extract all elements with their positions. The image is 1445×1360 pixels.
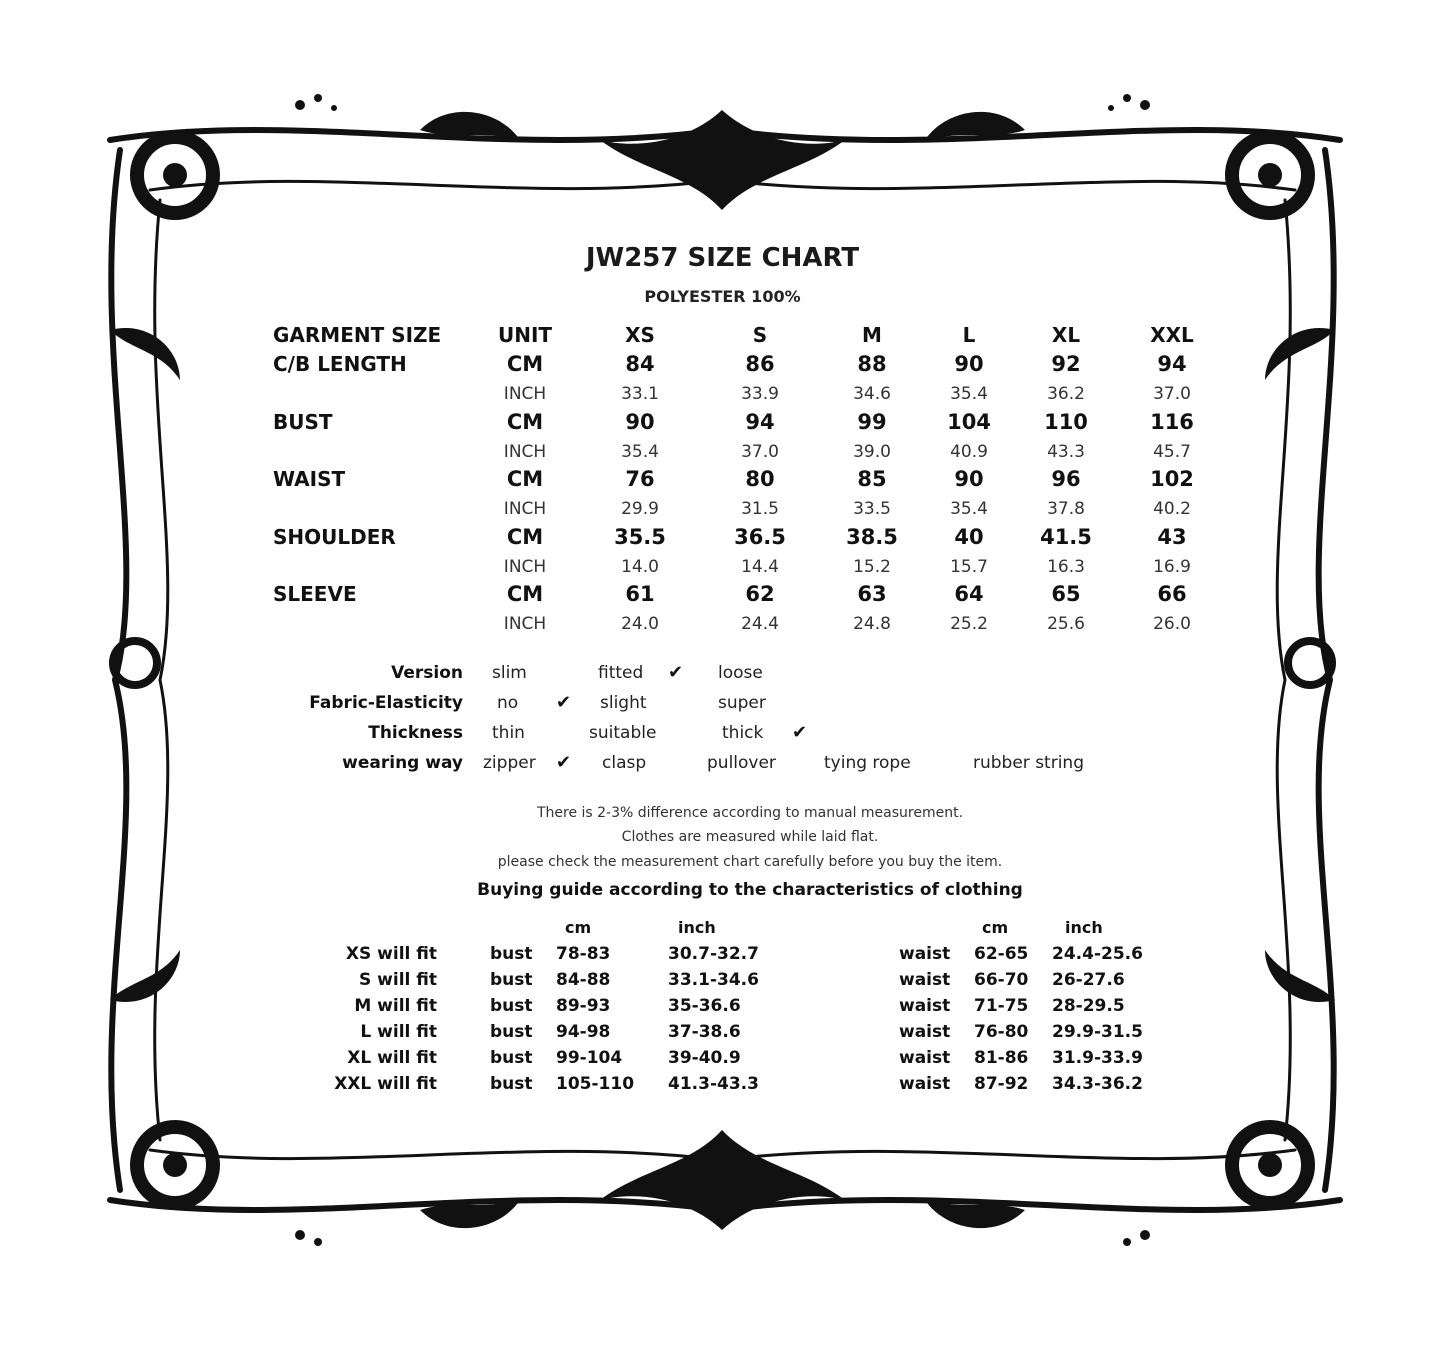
- inch-value: 35.4: [950, 384, 988, 404]
- attr-option-tying-rope: tying rope: [824, 753, 911, 773]
- inch-value: 14.0: [621, 556, 659, 577]
- inch-value: 34.6: [853, 384, 891, 404]
- inch-value: 15.7: [950, 556, 988, 577]
- cm-value: 90: [954, 352, 984, 376]
- guide-waist-label: waist: [899, 970, 951, 990]
- attr-option-rubber-string: rubber string: [973, 753, 1084, 773]
- guide-waist-label: waist: [899, 1022, 951, 1042]
- guide-bust-inch: 41.3-43.3: [668, 1074, 759, 1094]
- guide-waist-cm: 87-92: [974, 1074, 1029, 1094]
- attr-option-slight: slight: [600, 693, 647, 713]
- guide-bust-cm: 89-93: [556, 996, 611, 1016]
- guide-waist-inch: 31.9-33.9: [1052, 1048, 1143, 1068]
- cm-value: 66: [1157, 582, 1187, 606]
- guide-bust-label: bust: [490, 970, 533, 990]
- guide-size-label: XS will fit: [345, 944, 437, 964]
- cm-value: 63: [857, 582, 887, 606]
- inch-value: 24.0: [621, 614, 659, 634]
- guide-waist-cm: 71-75: [974, 996, 1029, 1016]
- cm-value: 35.5: [614, 524, 666, 549]
- unit-inch: INCH: [503, 441, 547, 462]
- guide-bust-label: bust: [490, 996, 533, 1016]
- cm-value: 116: [1150, 409, 1194, 434]
- guide-waist-inch-header: inch: [1065, 918, 1103, 937]
- inch-value: 40.9: [950, 441, 988, 462]
- guide-waist-inch: 29.9-31.5: [1052, 1022, 1143, 1042]
- attr-option-suitable: suitable: [589, 723, 657, 743]
- inch-value: 14.4: [741, 556, 779, 577]
- cm-value: 76: [625, 467, 655, 491]
- cm-value: 62: [745, 582, 775, 606]
- inch-value: 24.8: [853, 614, 891, 634]
- note-3: please check the measurement chart carefully before you buy the item.: [497, 854, 1003, 870]
- guide-bust-inch: 37-38.6: [668, 1022, 741, 1042]
- unit-cm: CM: [506, 467, 544, 491]
- cm-value: 40: [954, 524, 984, 549]
- inch-value: 33.1: [621, 384, 659, 404]
- note-2: Clothes are measured while laid flat.: [621, 829, 879, 845]
- inch-value: 25.2: [950, 614, 988, 634]
- guide-bust-label: bust: [490, 944, 533, 964]
- guide-size-label: S will fit: [359, 970, 437, 990]
- inch-value: 39.0: [853, 441, 891, 462]
- header-size-xs: XS: [625, 323, 655, 347]
- cm-value: 94: [745, 409, 775, 434]
- cm-value: 85: [857, 467, 887, 491]
- inch-value: 29.9: [621, 499, 659, 519]
- guide-size-label: XXL will fit: [334, 1074, 437, 1094]
- cm-value: 65: [1051, 582, 1081, 606]
- guide-waist-inch: 34.3-36.2: [1052, 1074, 1143, 1094]
- row-label-bust: BUST: [273, 409, 333, 434]
- cm-value: 102: [1150, 467, 1194, 491]
- guide-waist-cm: 81-86: [974, 1048, 1029, 1068]
- guide-title: Buying guide according to the characteristics of clothing: [477, 880, 1023, 900]
- cm-value: 64: [954, 582, 984, 606]
- attr-option-zipper: zipper: [483, 753, 536, 773]
- unit-cm: CM: [506, 524, 544, 549]
- guide-size-label: XL will fit: [347, 1048, 437, 1068]
- guide-bust-inch-header: inch: [678, 918, 716, 937]
- note-1: There is 2-3% difference according to manual measurement.: [536, 805, 964, 821]
- header-size-s: S: [752, 323, 768, 347]
- check-mark-icon: ✔: [556, 692, 572, 713]
- cm-value: 92: [1051, 352, 1081, 376]
- inch-value: 15.2: [853, 556, 891, 577]
- cm-value: 43: [1157, 524, 1187, 549]
- attr-label-wearing-way: wearing way: [342, 753, 463, 773]
- cm-value: 86: [745, 352, 775, 376]
- header-size-xl: XL: [1051, 323, 1081, 347]
- cm-value: 84: [625, 352, 655, 376]
- check-mark-icon: ✔: [792, 722, 808, 743]
- inch-value: 33.5: [853, 499, 891, 519]
- inch-value: 40.2: [1153, 499, 1191, 519]
- attr-option-thin: thin: [492, 723, 525, 743]
- attr-option-loose: loose: [718, 663, 763, 683]
- cm-value: 90: [954, 467, 984, 491]
- page-title: JW257 SIZE CHART: [585, 243, 860, 273]
- guide-bust-cm: 94-98: [556, 1022, 611, 1042]
- row-label-shoulder: SHOULDER: [273, 524, 396, 549]
- guide-size-label: M will fit: [354, 996, 437, 1016]
- guide-waist-cm: 66-70: [974, 970, 1029, 990]
- inch-value: 45.7: [1153, 441, 1191, 462]
- inch-value: 37.0: [1153, 384, 1191, 404]
- inch-value: 43.3: [1047, 441, 1085, 462]
- guide-waist-inch: 28-29.5: [1052, 996, 1125, 1016]
- guide-waist-label: waist: [899, 996, 951, 1016]
- cm-value: 38.5: [846, 524, 898, 549]
- unit-cm: CM: [506, 352, 544, 376]
- attr-label-thickness: Thickness: [368, 723, 463, 743]
- unit-inch: INCH: [503, 614, 547, 634]
- guide-bust-cm: 99-104: [556, 1048, 623, 1068]
- inch-value: 35.4: [950, 499, 988, 519]
- material-subtitle: POLYESTER 100%: [644, 287, 801, 306]
- guide-bust-cm: 105-110: [556, 1074, 635, 1094]
- guide-waist-inch: 24.4-25.6: [1052, 944, 1143, 964]
- guide-bust-cm-header: cm: [565, 918, 592, 937]
- guide-waist-label: waist: [899, 944, 951, 964]
- guide-bust-cm: 84-88: [556, 970, 611, 990]
- guide-waist-inch: 26-27.6: [1052, 970, 1125, 990]
- guide-bust-inch: 35-36.6: [668, 996, 741, 1016]
- header-size-m: M: [862, 323, 882, 347]
- header-size-xxl: XXL: [1150, 323, 1194, 347]
- inch-value: 24.4: [741, 614, 779, 634]
- inch-value: 31.5: [741, 499, 779, 519]
- check-mark-icon: ✔: [668, 662, 684, 683]
- header-size-l: L: [962, 323, 976, 347]
- cm-value: 110: [1044, 409, 1088, 434]
- check-mark-icon: ✔: [556, 752, 572, 773]
- inch-value: 25.6: [1047, 614, 1085, 634]
- attr-option-clasp: clasp: [602, 753, 647, 773]
- guide-bust-label: bust: [490, 1074, 533, 1094]
- guide-waist-cm: 76-80: [974, 1022, 1029, 1042]
- unit-inch: INCH: [503, 499, 547, 519]
- inch-value: 16.3: [1047, 556, 1085, 577]
- inch-value: 36.2: [1047, 384, 1085, 404]
- cm-value: 36.5: [734, 524, 786, 549]
- guide-bust-inch: 39-40.9: [668, 1048, 741, 1068]
- cm-value: 80: [745, 467, 775, 491]
- guide-bust-label: bust: [490, 1022, 533, 1042]
- inch-value: 26.0: [1153, 614, 1191, 634]
- attr-option-thick: thick: [722, 723, 764, 743]
- attr-option-slim: slim: [492, 663, 527, 683]
- inch-value: 37.0: [741, 441, 779, 462]
- unit-inch: INCH: [503, 556, 547, 577]
- cm-value: 88: [857, 352, 887, 376]
- guide-bust-inch: 33.1-34.6: [668, 970, 759, 990]
- cm-value: 96: [1051, 467, 1081, 491]
- unit-cm: CM: [506, 582, 544, 606]
- guide-waist-cm: 62-65: [974, 944, 1029, 964]
- header-garment-size: GARMENT SIZE: [273, 323, 442, 347]
- guide-waist-label: waist: [899, 1048, 951, 1068]
- cm-value: 104: [947, 409, 991, 434]
- row-label-sleeve: SLEEVE: [273, 582, 357, 606]
- guide-bust-cm: 78-83: [556, 944, 611, 964]
- cm-value: 94: [1157, 352, 1187, 376]
- guide-waist-label: waist: [899, 1074, 951, 1094]
- inch-value: 35.4: [621, 441, 659, 462]
- inch-value: 37.8: [1047, 499, 1085, 519]
- guide-bust-inch: 30.7-32.7: [668, 944, 759, 964]
- attr-label-version: Version: [391, 663, 463, 683]
- cm-value: 41.5: [1040, 524, 1092, 549]
- cm-value: 90: [625, 409, 655, 434]
- unit-cm: CM: [506, 409, 544, 434]
- cm-value: 99: [857, 409, 887, 434]
- row-label-waist: WAIST: [273, 467, 346, 491]
- attr-option-no: no: [497, 693, 519, 713]
- cm-value: 61: [625, 582, 655, 606]
- attr-label-fabric-elasticity: Fabric-Elasticity: [309, 693, 463, 713]
- guide-size-label: L will fit: [360, 1022, 437, 1042]
- guide-waist-cm-header: cm: [982, 918, 1009, 937]
- attr-option-super: super: [718, 693, 766, 713]
- attr-option-fitted: fitted: [598, 663, 644, 683]
- inch-value: 16.9: [1153, 556, 1191, 577]
- unit-inch: INCH: [503, 384, 547, 404]
- row-label-c-b-length: C/B LENGTH: [273, 352, 407, 376]
- attr-option-pullover: pullover: [707, 753, 776, 773]
- guide-bust-label: bust: [490, 1048, 533, 1068]
- header-unit: UNIT: [497, 323, 553, 347]
- inch-value: 33.9: [741, 384, 779, 404]
